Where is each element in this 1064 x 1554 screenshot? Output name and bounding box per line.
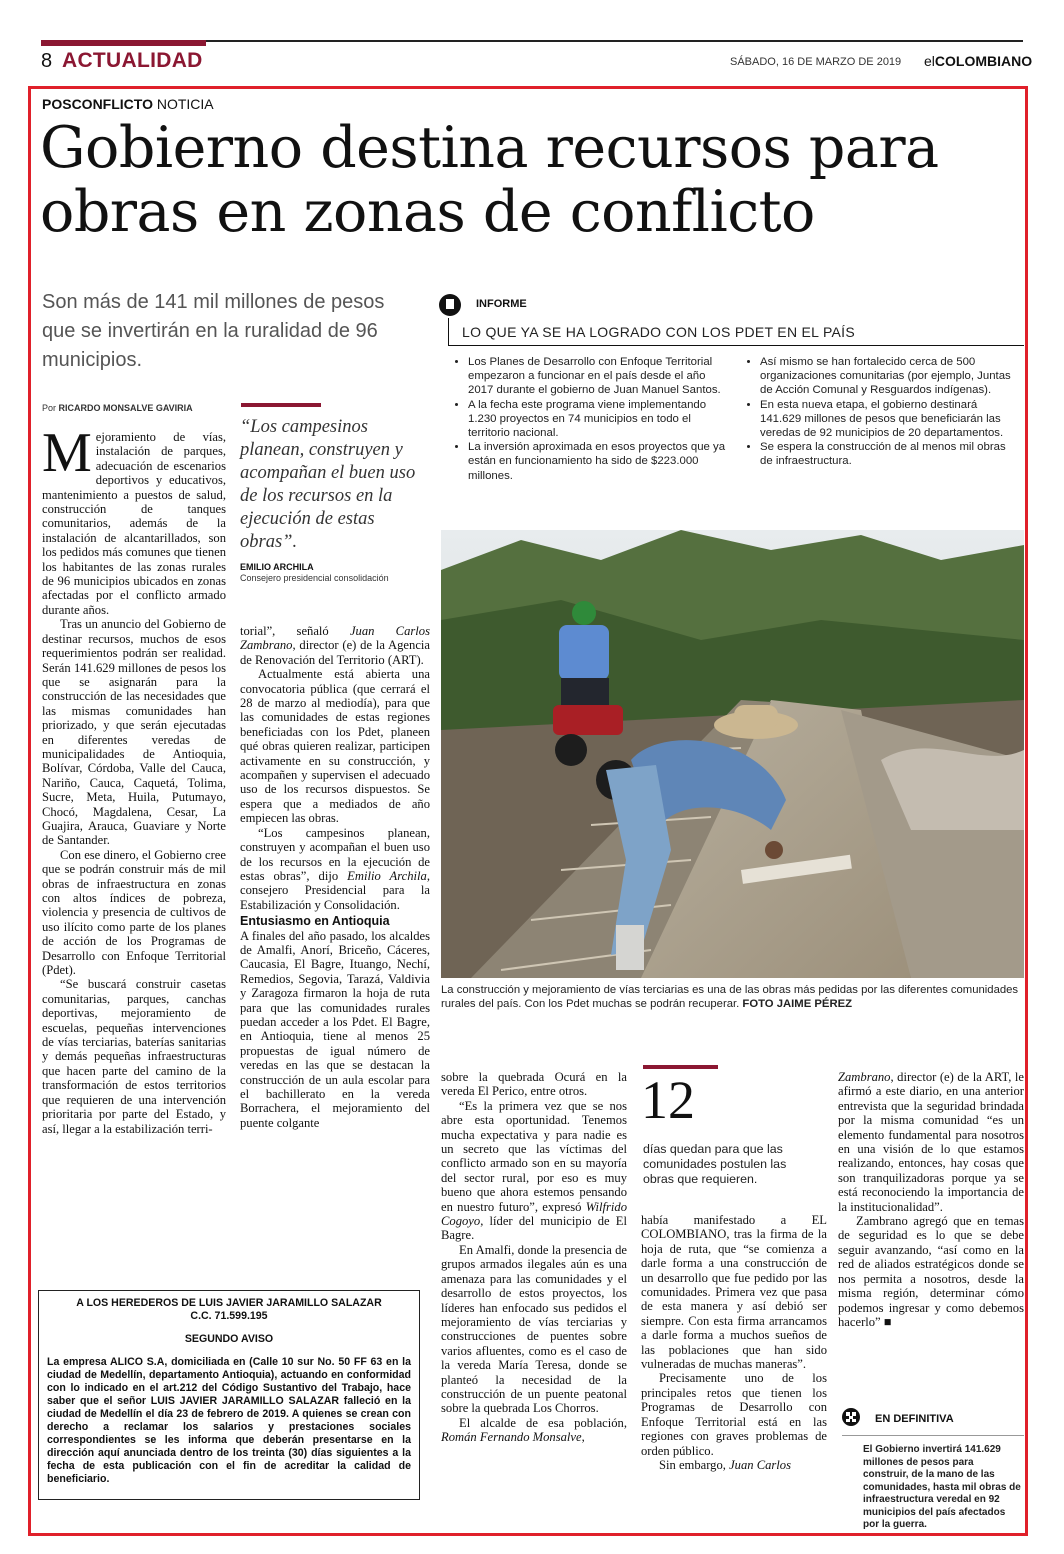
body-column-5 <box>838 1070 1024 1392</box>
informe-right-column <box>748 355 1018 469</box>
kicker <box>42 96 214 112</box>
byline-author: RICARDO MONSALVE GAVIRIA <box>58 403 193 413</box>
summary-text: El Gobierno invertirá 141.629 millones de pesos para construir, de la mano de las comunidades, hasta mil obras de infraestructura veredal en 92 municipios del país afectados por la guerra. <box>863 1444 1021 1530</box>
paragraph <box>42 430 226 617</box>
body-column-4 <box>641 1213 827 1520</box>
legal-notice-label: SEGUNDO AVISO <box>184 1333 274 1345</box>
photo-caption <box>441 983 1024 1011</box>
section-subheading: Entusiasmo en Antioquia <box>240 914 390 929</box>
kicker-section: POSCONFLICTO <box>42 96 153 112</box>
stat-description: días quedan para que las comunidades postulen las obras que requieren. <box>643 1142 787 1186</box>
paragraph: Precisamente uno de los principales retos que tienen los Programas de Desarrollo con Enfoque Territorial está en las regiones con graves problemas de orden público. <box>641 1371 827 1458</box>
paragraph <box>441 1416 627 1445</box>
body-column-3 <box>441 1070 627 1520</box>
legal-notice-title: A LOS HEREDEROS DE LUIS JAVIER JARAMILLO SALAZAR <box>76 1297 382 1309</box>
section-title: ACTUALIDAD <box>62 49 203 72</box>
paragraph-text: , <box>581 1430 585 1445</box>
page-number: 8 <box>41 50 53 72</box>
paragraph: Actualmente está abierta una convocatoria pública (que cerrará el 28 de marzo al mediodía), para que las comunidades de estas regiones beneficiadas con los Pdet, planeen qué obras quieren realizar, participen activamente en su construcción, y acompañen y supervisen el adecuado uso de los recursos dispuestos. Se espera que a mediados de año empiecen las obras. <box>240 667 430 826</box>
legal-notice-body: La empresa ALICO S.A, domiciliada en (Calle 10 sur No. 50 FF 63 en la ciudad de Medellín, departamento Antioquia), actuando en conformidad con lo indicado en el art.212 del Código Sustantivo del Trabajo, hace saber que el señor LUIS JAVIER JARAMILLO SALAZAR falleció en la ciudad de Medellín el día 23 de febrero de 2019. A quienes se crean con derecho a reclamar los salarios y prestaciones sociales correspondientes se les informa que deberán presentarse en la dirección aquí anunciada dentro de los treinta (30) días siguientes a la fecha de esta publicación con el fin de acreditar la calidad de beneficiario. <box>47 1356 411 1485</box>
paragraph <box>441 1099 627 1243</box>
road-construction-photo <box>441 530 1024 978</box>
quote-author-role: Consejero presidencial consolidación <box>240 573 389 583</box>
quote-author: EMILIO ARCHILA <box>240 562 314 572</box>
byline-prefix: Por <box>42 403 59 413</box>
paragraph: Tras un anuncio del Gobierno de destinar recursos, muchos de esos requerimientos podrán ser realidad. Serán 141.629 millones de pesos los que se asignarán para la construcción de las necesidades que las mismas comunidades han priorizado, y que serán ejecutadas en diferentes veredas de municipalidades de Antioquia, Bolívar, Córdoba, Valle del Cauca, Nariño, Cauca, Caquetá, Tolima, Sucre, Meta, Huila, Putumayo, Chocó, Magdalena, Cesar, La Guajira, Arauca, Guaviare y Norte de Santander. <box>42 617 226 848</box>
paragraph-text: , director (e) de la Agencia de Renovación del Territorio (ART). <box>240 638 430 667</box>
person-name: Wilfrido Cogoyo <box>441 1199 627 1229</box>
informe-item: • Se espera la construcción de al menos mil obras de infraestructura. <box>760 440 1018 468</box>
paragraph-text: , consejero Presidencial para la Estabilización y Consolidación. <box>240 868 430 912</box>
paragraph: había manifestado a EL COLOMBIANO, tras la firma de la hoja de ruta, que “se comienza a darle forma a una construcción de un desarrollo que fue pedido por las comunidades. Primera vez que pasa de esta manera y así debió ser siempre. Con esta firma arrancamos a darle forma a muchos sueños de las poblaciones que han sido vulneradas de muchas maneras”. <box>641 1213 827 1372</box>
brand-name: COLOMBIANO <box>934 53 1033 69</box>
paragraph-text: Sin embargo, <box>659 1457 730 1472</box>
report-icon <box>439 294 461 316</box>
informe-left-column <box>456 355 726 483</box>
legal-notice-id: C.C. 71.599.195 <box>190 1310 268 1322</box>
paragraph <box>641 1458 827 1472</box>
paragraph-text: ejoramiento de vías, instalación de parques, adecuación de escenarios deportivos y educativos, mantenimiento a puestos de salud, construcción de tanques comunitarios, además de la instalación de alcantarillados, son los pedidos más comunes que tienen los habitantes de las zonas rurales de 96 municipios ubicados en zonas afectadas por el conflicto armado durante años. <box>42 430 226 617</box>
informe-item: • En esta nueva etapa, el gobierno destinará 141.629 millones de pesos que beneficiarán las veredas de 92 municipios de 20 departamentos. <box>760 398 1018 441</box>
subheadline: Son más de 141 mil millones de pesos que se invertirán en la ruralidad de 96 municipios. <box>42 291 385 371</box>
informe-item: • Los Planes de Desarrollo con Enfoque Territorial empezaron a funcionar en el país desde el año 2017 durante el gobierno de Juan Manuel Santos. <box>468 355 726 398</box>
informe-horizontal-rule <box>448 345 1024 346</box>
paragraph-text: , líder del municipio de El Bagre. <box>441 1214 627 1243</box>
paragraph: En Amalfi, donde la presencia de grupos armados ilegales aún es una amenaza para las comunidades y el desarrollo de estos proyectos, los líderes han enfocado sus pedidos el mejoramiento de vías terciarias y construcciones de puentes sobre varios afluentes, como es el caso de la vereda María Teresa, donde se planteó la necesidad de la construcción de un puente peatonal sobre la quebrada Los Chorros. <box>441 1242 627 1416</box>
summary-rule <box>842 1435 1024 1436</box>
body-column-2 <box>240 624 430 1254</box>
paragraph-text: “Es la primera vez que se nos abre esta oportunidad. Tenemos mucha expectativa y para nadie es un secreto que las víctimas del conflicto armado son en su mayoría del sector rural, por eso es muy bueno que ahora estemos pensando en nuestro futuro”, expresó <box>441 1098 627 1214</box>
paragraph-text: torial”, señaló <box>240 624 350 638</box>
paragraph <box>240 826 430 912</box>
photo-illustration <box>441 530 1024 978</box>
checkered-icon <box>842 1408 860 1426</box>
informe-vertical-rule <box>448 318 449 346</box>
quote-accent-rule <box>241 403 321 407</box>
paragraph-text: “Los campesinos planean, construyen y acompañan el buen uso de los recursos en la ejecución de estas obras”, dijo <box>240 825 430 883</box>
informe-item: • La inversión aproximada en esos proyectos que ya están en funcionamiento ha sido de $223.000 millones. <box>468 440 726 483</box>
summary-title: EN DEFINITIVA <box>875 1413 954 1425</box>
person-name: Zambrano <box>838 1070 891 1084</box>
informe-item: • Así mismo se han fortalecido cerca de 500 organizaciones comunitarias (por ejemplo, Juntas de Acción Comunal y Resguardos indígenas). <box>760 355 1018 398</box>
photo-credit: FOTO JAIME PÉREZ <box>742 998 853 1010</box>
person-name: Juan Carlos Zambrano <box>240 624 430 653</box>
byline <box>42 403 193 413</box>
paragraph: Con ese dinero, el Gobierno cree que se podrán construir más de mil obras de infraestructura en zonas con altos índices de pobreza, violencia y presencia de cultivos de uso ilícito como parte de los planes de acción de los Programas de Desarrollo con Enfoque Territorial (Pdet). <box>42 847 226 978</box>
paragraph: “Se buscará construir casetas comunitarias, parques, canchas deportivas, mejoramiento de escuelas, pequeñas intervenciones de vías terciarias, baterías sanitarias y demás pequeñas infraestructuras que hacen parte del camino de la transformación de estos territorios que requieren de una intervención prioritaria por parte del Estado, y así, llegar a la estabilización terri- <box>42 977 226 1136</box>
paragraph: sobre la quebrada Ocurá en la vereda El Perico, entre otros. <box>441 1070 627 1099</box>
issue-date: SÁBADO, 16 DE MARZO DE 2019 <box>730 56 902 68</box>
brand-prefix: el <box>924 53 935 69</box>
stat-number: 12 <box>641 1070 695 1130</box>
kicker-type: NOTICIA <box>152 96 214 112</box>
header-accent-bar <box>41 40 206 46</box>
paragraph <box>838 1070 1024 1214</box>
informe-title: LO QUE YA SE HA LOGRADO CON LOS PDET EN EL PAÍS <box>462 324 856 340</box>
stat-accent-rule <box>643 1065 718 1069</box>
person-name: Román Fernando Monsalve <box>441 1430 582 1445</box>
paragraph <box>240 624 430 667</box>
paragraph: A finales del año pasado, los alcaldes de Amalfi, Anorí, Briceño, Cáceres, Caucasia, El Bagre, Ituango, Nechí, Remedios, Segovia, Tarazá, Valdivia y Zaragoza firmaron la hoja de ruta para que las comunidades rurales puedan acceder a los Pdet. El Bagre, en Antioquia, tiene al menos 25 propuestas de igual número de veredas en las que se destacan la construcción de un aula escolar para el bachillerato en la vereda Borrachera, el mejoramiento del puente colgante <box>240 928 430 1130</box>
caption-text: La construcción y mejoramiento de vías terciarias es una de las obras más pedidas por las diferentes comunidades rurales del país. Con los Pdet muchas se podrán recuperar. <box>441 984 1019 1010</box>
legal-notice <box>38 1290 420 1500</box>
paragraph-text: , director (e) de la ART, le afirmó a este diario, en una anterior entrevista que la seguridad brindada por la misma comunidad “es un elemento fundamental para nosotros en una visión de lo que estamos realizando, entonces, hay cosas que son tranquilizadoras porque ya se está reconociendo la importancia de la institucionalidad”. <box>838 1070 1024 1214</box>
newspaper-brand <box>924 53 1032 69</box>
person-name: Juan Carlos <box>729 1457 792 1472</box>
informe-item: • A la fecha este programa viene implementando 1.230 proyectos en 74 municipios en todo el territorio nacional. <box>468 398 726 441</box>
drop-cap: M <box>42 430 92 484</box>
paragraph-text: El alcalde de esa población, <box>459 1415 627 1430</box>
person-name: Emilio Archila <box>347 868 427 883</box>
body-column-1 <box>42 430 226 1280</box>
headline: Gobierno destina recursos para obras en zonas de conflicto <box>40 115 939 245</box>
pull-quote: “Los campesinos planean, construyen y acompañan el buen uso de los recursos en la ejecución de estas obras”. <box>240 417 416 552</box>
informe-tag: INFORME <box>476 298 527 310</box>
paragraph: Zambrano agregó que en temas de seguridad es lo que se debe seguir avanzando, “así como en la red de aliados estratégicos donde se nos permita a nosotros, desde la misma región, determinar cómo podemos ingresar y como debemos hacerlo” ■ <box>838 1214 1024 1329</box>
